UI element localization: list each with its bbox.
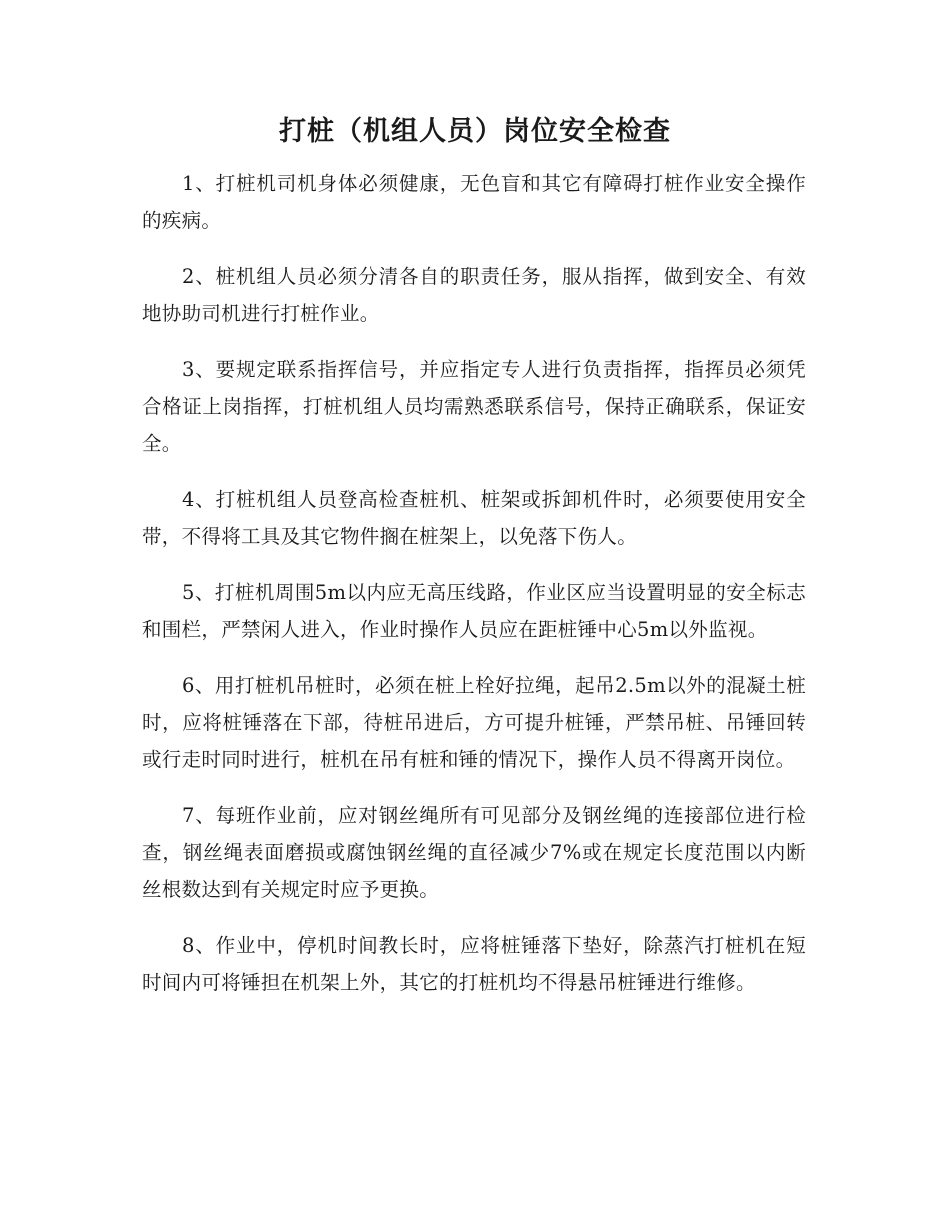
document-title: 打桩（机组人员）岗位安全检查 bbox=[279, 116, 671, 147]
paragraph-3: 3、要规定联系指挥信号，并应指定专人进行负责指挥，指挥员必须凭合格证上岗指挥，打桩机组人员均需熟悉联系信号，保持正确联系，保证安全。 bbox=[142, 358, 806, 455]
paragraph-7: 7、每班作业前，应对钢丝绳所有可见部分及钢丝绳的连接部位进行检查，钢丝绳表面磨损或腐蚀钢丝绳的直径减少7%或在规定长度范围以内断丝根数达到有关规定时应予更换。 bbox=[142, 804, 806, 901]
paragraph-8: 8、作业中，停机时间教长时，应将桩锤落下垫好，除蒸汽打桩机在短时间内可将锤担在机架上外，其它的打桩机均不得悬吊桩锤进行维修。 bbox=[142, 934, 806, 994]
paragraph-6: 6、用打桩机吊桩时，必须在桩上栓好拉绳，起吊2.5m以外的混凝土桩时，应将桩锤落在下部，待桩吊进后，方可提升桩锤，严禁吊桩、吊锤回转或行走时同时进行，桩机在吊有桩和锤的情况下，操作人员不得离开岗位。 bbox=[142, 674, 806, 771]
paragraph-4: 4、打桩机组人员登高检查桩机、桩架或拆卸机件时，必须要使用安全带，不得将工具及其它物件搁在桩架上，以免落下伤人。 bbox=[142, 488, 806, 548]
paragraph-2: 2、桩机组人员必须分清各自的职责任务，服从指挥，做到安全、有效地协助司机进行打桩作业。 bbox=[142, 265, 806, 325]
document-body bbox=[142, 165, 806, 1020]
paragraph-5: 5、打桩机周围5m以内应无高压线路，作业区应当设置明显的安全标志和围栏，严禁闲人进入，作业时操作人员应在距桩锤中心5m以外监视。 bbox=[142, 581, 806, 641]
paragraph-1: 1、打桩机司机身体必须健康，无色盲和其它有障碍打桩作业安全操作的疾病。 bbox=[142, 172, 806, 232]
